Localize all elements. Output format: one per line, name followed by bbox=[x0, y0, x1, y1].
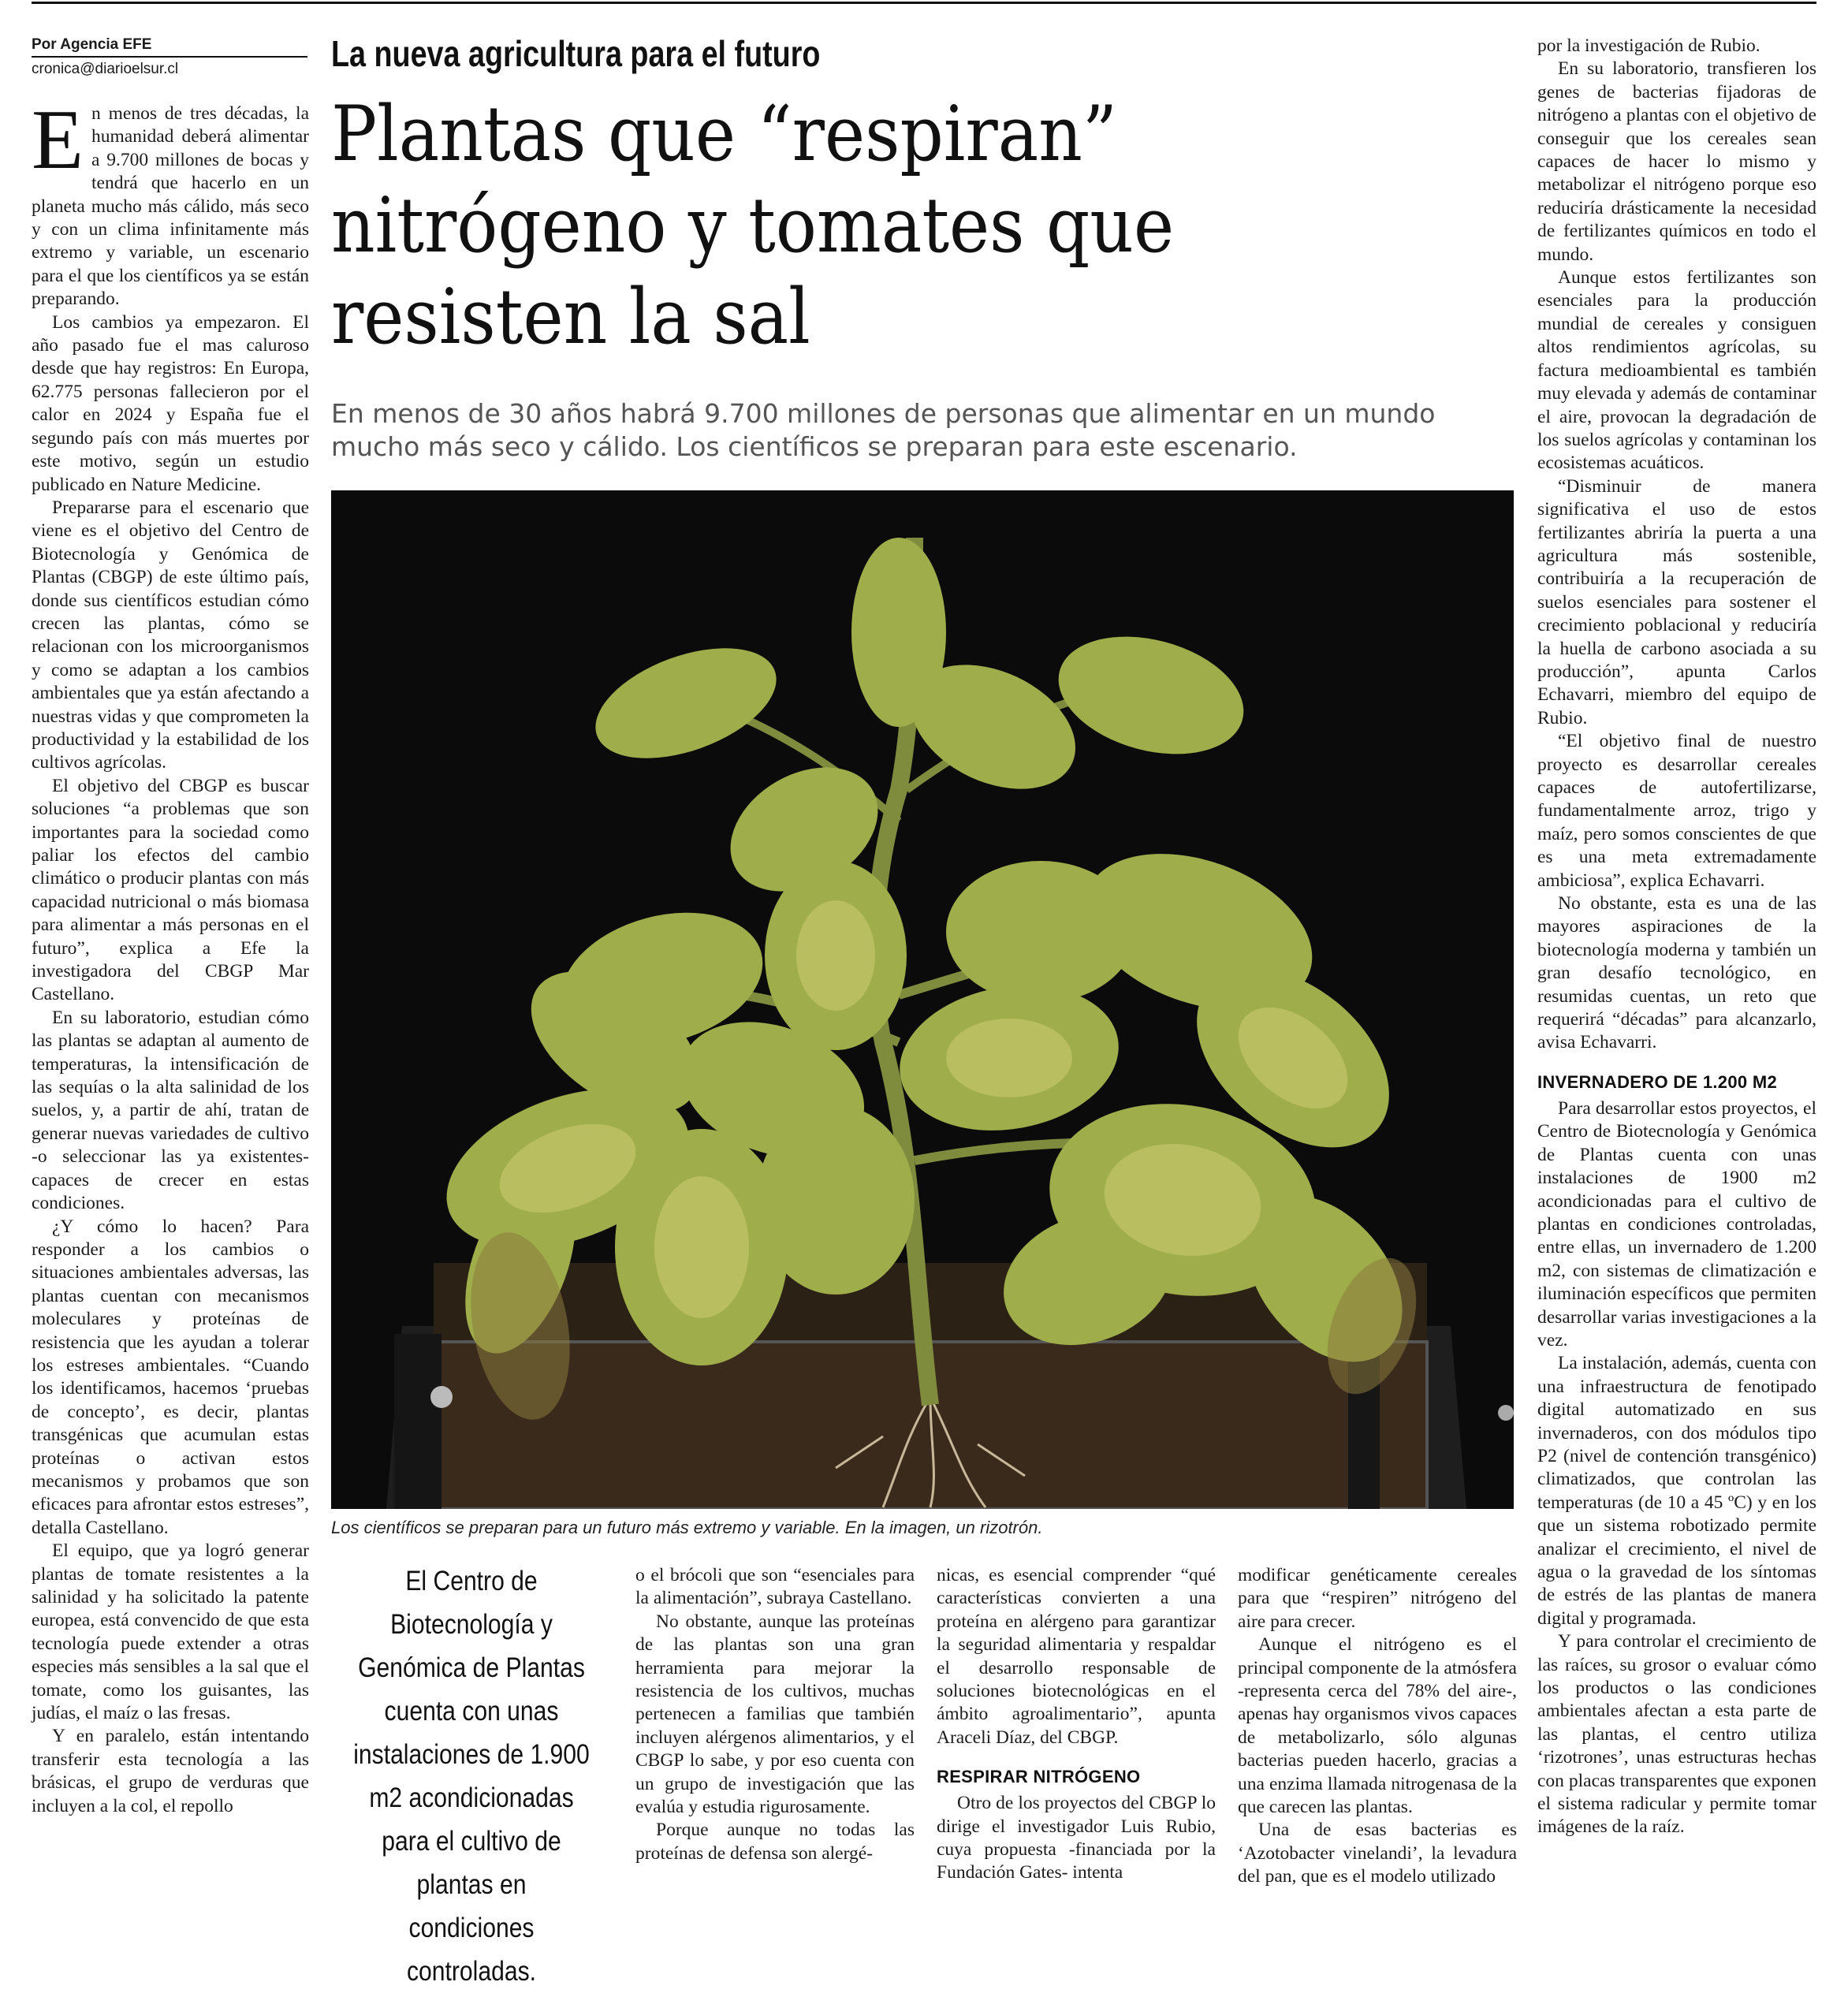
subhead-invernadero: INVERNADERO DE 1.200 M2 bbox=[1537, 1071, 1777, 1092]
kicker: La nueva agricultura para el futuro bbox=[331, 33, 821, 74]
paragraph: por la investigación de Rubio. bbox=[1537, 35, 1760, 56]
paragraph: modificar genéticamente cereales para que “respiren” nitrógeno del aire para crecer. bbox=[1238, 1565, 1517, 1632]
column-left bbox=[32, 93, 309, 1818]
paragraph: “El objetivo final de nuestro proyecto es desarrollar cereales capaces de autofertilizarse, fundamentalmente arroz, trigo y maíz, pero somos conscientes de que es una meta extremadamente ambiciosa”, explica Echavarri. bbox=[1537, 731, 1816, 891]
paragraph: Los cambios ya empezaron. El año pasado fue el mas caluroso desde que hay registros: En Europa, 62.775 personas fallecieron por el calor en 2024 y España fue el segundo país con más muertes por este motivo, según un estudio publicado en Nature Medicine. bbox=[32, 311, 309, 495]
paragraph: Aunque el nitrógeno es el principal componente de la atmósfera -representa cerca del 78% del aire-, apenas hay organismos vivos capaces de metabolizarlo, sólo algunas bacterias pueden hacerlo, gracias a una enzima llamada nitrogenasa de la que carecen las plantas. bbox=[1238, 1634, 1517, 1818]
paragraph: Y para controlar el crecimiento de las raíces, su grosor o evaluar cómo los productos o las condiciones ambientales afectan a esta parte de las plantas, el centro utiliza ‘rizotrones’, unas estructuras hechas con placas transparentes que exponen el sistema radicular y permite tomar imágenes de la raíz. bbox=[1537, 1631, 1816, 1838]
pull-quote: El Centro de Biotecnología y Genómica de Plantas cuenta con unas instalaciones de 1.900 m2 acondicionadas para el cultivo de plantas en condiciones controladas. bbox=[353, 1566, 590, 1987]
paragraph: Porque aunque no todas las proteínas de defensa son alergé- bbox=[635, 1820, 915, 1864]
subhead-respirar: RESPIRAR NITRÓGENO bbox=[937, 1767, 1141, 1787]
top-rule bbox=[32, 2, 1816, 4]
column-bottom-2 bbox=[937, 1564, 1216, 1885]
paragraph: En su laboratorio, estudian cómo las plantas se adaptan al aumento de temperaturas, la intensificación de las sequías o la alta salinidad de los suelos, y, a partir de ahí, tratan de generar nuevas variedades de cultivo -o seleccionar las ya existentes- capaces de crecer en estas condiciones. bbox=[32, 1007, 309, 1214]
paragraph: o el brócoli que son “esenciales para la alimentación”, subraya Castellano. bbox=[635, 1565, 915, 1609]
paragraph: nicas, es esencial comprender “qué características convierten a una proteína en alérgeno para garantizar la seguridad alimentaria y respaldar el desarrollo responsable de soluciones biotecnológicas en el ámbito agroalimentario”, apunta Araceli Díaz, del CBGP. bbox=[937, 1565, 1216, 1748]
paragraph: Prepararse para el escenario que viene es el objetivo del Centro de Biotecnología y Genómica de Plantas (CBGP) de este último país, donde sus científicos estudian cómo crecen las plantas, cómo se relacionan con los microorganismos y como se adaptan a los cambios ambientales que ya están afectando a nuestras vidas y que comprometen la productividad y la estabilidad de los cultivos agrícolas. bbox=[32, 497, 309, 773]
paragraph: Aunque estos fertilizantes son esenciales para la producción mundial de cereales y consiguen altos rendimientos agrícolas, su factura medioambiental es también muy elevada y además de contaminar el aire, provocan la degradación de los suelos agrícolas y contaminan los ecosistemas acuáticos. bbox=[1537, 267, 1816, 474]
paragraph: El objetivo del CBGP es buscar soluciones “a problemas que son importantes para la sociedad como paliar los efectos del cambio climático o producir plantas con más capacidad nutricional o más biomasa para alimentar a más personas en el futuro”, explica a Efe la investigadora del CBGP Mar Castellano. bbox=[32, 775, 309, 1005]
byline bbox=[32, 35, 307, 79]
paragraph: La instalación, además, cuenta con una infraestructura de fenotipado digital automatizado en sus invernaderos, con dos módulos tipo P2 (nivel de contención transgénico) climatizados, que controlan las temperaturas (de 10 a 45 ºC) y en los que un sistema robotizado permite analizar el crecimiento, el nivel de agua o la gravedad de los síntomas de estrés de las plantas de manera digital y programada. bbox=[1537, 1353, 1816, 1629]
deck: En menos de 30 años habrá 9.700 millones de personas que alimentar en un mundo mucho más seco y cálido. Los científicos se preparan para este escenario. bbox=[331, 398, 1436, 462]
byline-author: Por Agencia EFE bbox=[32, 36, 152, 53]
paragraph: El equipo, que ya logró generar plantas de tomate resistentes a la salinidad y ha solicitado la patente europea, está convencido de que esta tecnología puede extender a otras especies más sensibles a la sal que el tomate, como los guisantes, las judías, el maíz o las fresas. bbox=[32, 1540, 309, 1724]
paragraph: Y en paralelo, están intentando transferir esta tecnología a las brásicas, el grupo de verduras que incluyen a la col, el repollo bbox=[32, 1726, 309, 1816]
paragraph: No obstante, aunque las proteínas de las plantas son una gran herramienta para mejorar la resistencia de los cultivos, muchas pertenecen a familias que también incluyen alérgenos alimentarios, y el CBGP lo sabe, y por eso cuenta con un grupo de investigación que las evalúa y estudia rigurosamente. bbox=[635, 1611, 915, 1818]
paragraph: Otro de los proyectos del CBGP lo dirige el investigador Luis Rubio, cuya propuesta -financiada por la Fundación Gates- intenta bbox=[937, 1793, 1216, 1883]
byline-rule bbox=[32, 56, 307, 58]
byline-email[interactable]: cronica@diarioelsur.cl bbox=[32, 61, 179, 77]
tomato-plant-illustration bbox=[331, 490, 1514, 1509]
column-right bbox=[1537, 35, 1816, 1839]
column-bottom-1 bbox=[635, 1564, 915, 1865]
photo-caption: Los científicos se preparan para un futuro más extremo y variable. En la imagen, un rizotrón. bbox=[331, 1518, 1043, 1537]
paragraph: “Disminuir de manera significativa el uso de estos fertilizantes abriría la puerta a una agricultura más sostenible, contribuiría a la recuperación de suelos esenciales para sostener el crecimiento poblacional y reduciría la huella de carbono asociada a su producción”, apunta Carlos Echavarri, miembro del equipo de Rubio. bbox=[1537, 475, 1816, 728]
dropcap: E bbox=[32, 93, 84, 187]
paragraph: En su laboratorio, transfieren los genes de bacterias fijadoras de nitrógeno a plantas con el objetivo de conseguir que los cereales sean capaces de hacer lo mismo y metabolizar el nitrógeno porque eso reduciría drásticamente la necesidad de fertilizantes químicos en todo el mundo. bbox=[1537, 58, 1816, 265]
headline: Plantas que “respiran” nitrógeno y tomates que resisten la sal bbox=[331, 90, 1175, 361]
column-bottom-3 bbox=[1238, 1564, 1517, 1889]
paragraph: ¿Y cómo lo hacen? Para responder a los cambios o situaciones ambientales adversas, las plantas cuentan con mecanismos moleculares y proteínas de resistencia que les ayudan a tolerar los estreses ambientales. “Cuando los identificamos, hacemos ‘pruebas de concepto’, es decir, plantas transgénicas que acumulan estas proteínas o activan estos mecanismos y probamos que son eficaces para afrontar estos estreses”, detalla Castellano. bbox=[32, 1216, 309, 1538]
paragraph: Una de esas bacterias es ‘Azotobacter vinelandi’, la levadura del pan, que es el modelo utilizado bbox=[1238, 1820, 1517, 1887]
paragraph: No obstante, esta es una de las mayores aspiraciones de la biotecnología moderna y también un gran desafío tecnológico, en resumidas cuentas, un reto que requerirá “décadas” para alcanzarlo, avisa Echavarri. bbox=[1537, 893, 1816, 1053]
paragraph: Para desarrollar estos proyectos, el Centro de Biotecnología y Genómica de Plantas cuenta con unas instalaciones de 1900 m2 acondicionadas para el cultivo de plantas en condiciones controladas, entre ellas, un invernadero de 1.200 m2, con sistemas de climatización e iluminación específicos que permiten desarrollar varias investigaciones a la vez. bbox=[1537, 1097, 1816, 1350]
paragraph-lead: En menos de tres décadas, la humanidad deberá alimentar a 9.700 millones de bocas y tendrá que hacerlo en un planeta mucho más cálido, más seco y con un clima infinitamente más extremo y variable, un escenario para el que los científicos ya se están preparando. bbox=[32, 93, 309, 310]
article-photo bbox=[331, 490, 1514, 1509]
